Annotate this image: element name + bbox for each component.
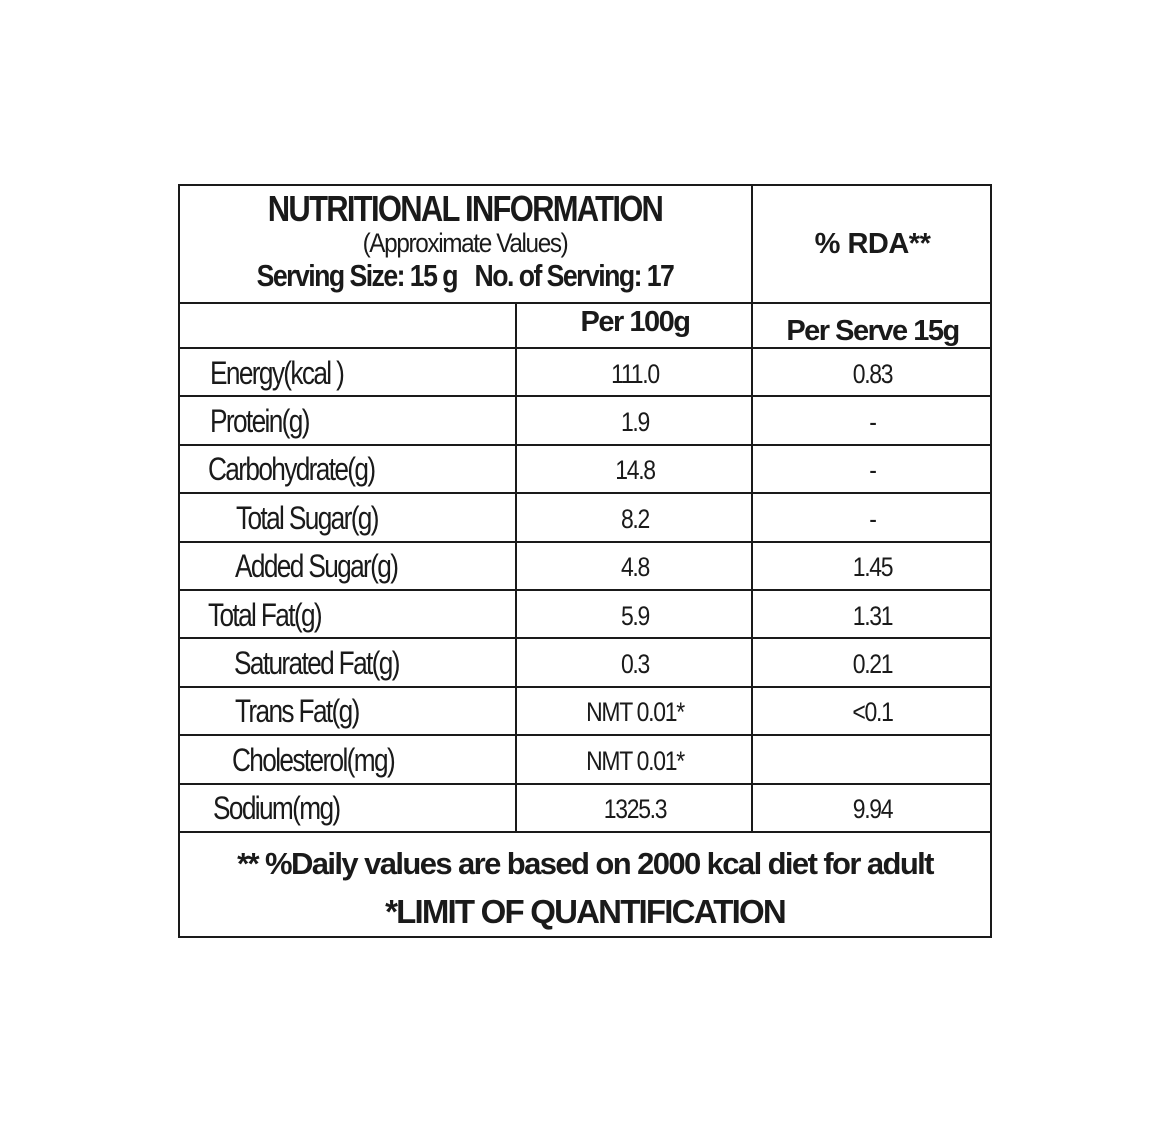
row-value-perserve: 0.21 — [852, 649, 893, 680]
row-label: Energy(kcal ) — [210, 354, 344, 391]
row-divider — [180, 492, 990, 494]
row-label: Sodium(mg) — [213, 790, 340, 827]
row-divider — [180, 783, 990, 785]
row-value-perserve: - — [869, 503, 876, 534]
row-label: Trans Fat(g) — [235, 693, 359, 730]
row-value-perserve: <0.1 — [852, 697, 893, 728]
col-header-perserve: Per Serve 15g — [786, 315, 959, 347]
footnote-loq: *LIMIT OF QUANTIFICATION — [385, 893, 785, 930]
footnote-daily-values: ** %Daily values are based on 2000 kcal diet for adult — [237, 846, 933, 881]
table-subtitle: (Approximate Values) — [362, 228, 568, 258]
row-value-perserve: 1.31 — [852, 600, 893, 631]
row-value-per100: 111.0 — [611, 358, 659, 389]
rda-label: % RDA** — [814, 227, 931, 260]
divider-column-headers — [180, 347, 990, 349]
row-value-perserve — [771, 737, 974, 785]
row-value-per100: 1.9 — [620, 407, 650, 438]
row-divider — [180, 589, 990, 591]
row-value-per100: NMT 0.01* — [586, 697, 684, 728]
row-divider — [180, 395, 990, 397]
row-label: Added Sugar(g) — [235, 548, 398, 585]
col-header-per100: Per 100g — [580, 306, 690, 338]
row-value-per100: NMT 0.01* — [586, 745, 684, 776]
row-label: Saturated Fat(g) — [234, 645, 399, 682]
row-label: Protein(g) — [210, 403, 309, 440]
row-value-per100: 0.3 — [620, 649, 650, 680]
row-divider — [180, 734, 990, 736]
row-label: Carbohydrate(g) — [208, 451, 375, 488]
row-value-per100: 5.9 — [620, 600, 650, 631]
row-value-perserve: - — [869, 407, 876, 438]
row-divider — [180, 444, 990, 446]
row-value-perserve: - — [869, 455, 876, 486]
row-value-perserve: 0.83 — [852, 358, 893, 389]
divider-col-1 — [515, 302, 517, 833]
serving-size: Serving Size: 15 g — [256, 258, 457, 293]
row-label: Total Sugar(g) — [236, 499, 378, 536]
row-label: Total Fat(g) — [208, 596, 322, 633]
divider-footer — [180, 831, 990, 833]
row-value-perserve: 9.94 — [852, 794, 893, 825]
serving-info — [220, 258, 710, 294]
row-divider — [180, 541, 990, 543]
row-value-per100: 1325.3 — [603, 794, 667, 825]
servings-count: No. of Serving: 17 — [474, 258, 674, 293]
row-divider — [180, 686, 990, 688]
row-label: Cholesterol(mg) — [232, 741, 395, 778]
row-value-per100: 8.2 — [620, 503, 650, 534]
table-title: NUTRITIONAL INFORMATION — [267, 188, 663, 229]
nutrition-table — [178, 184, 992, 938]
row-value-per100: 14.8 — [615, 455, 655, 486]
row-value-per100: 4.8 — [620, 552, 650, 583]
divider-header — [180, 302, 990, 304]
row-value-perserve: 1.45 — [852, 552, 893, 583]
row-divider — [180, 637, 990, 639]
